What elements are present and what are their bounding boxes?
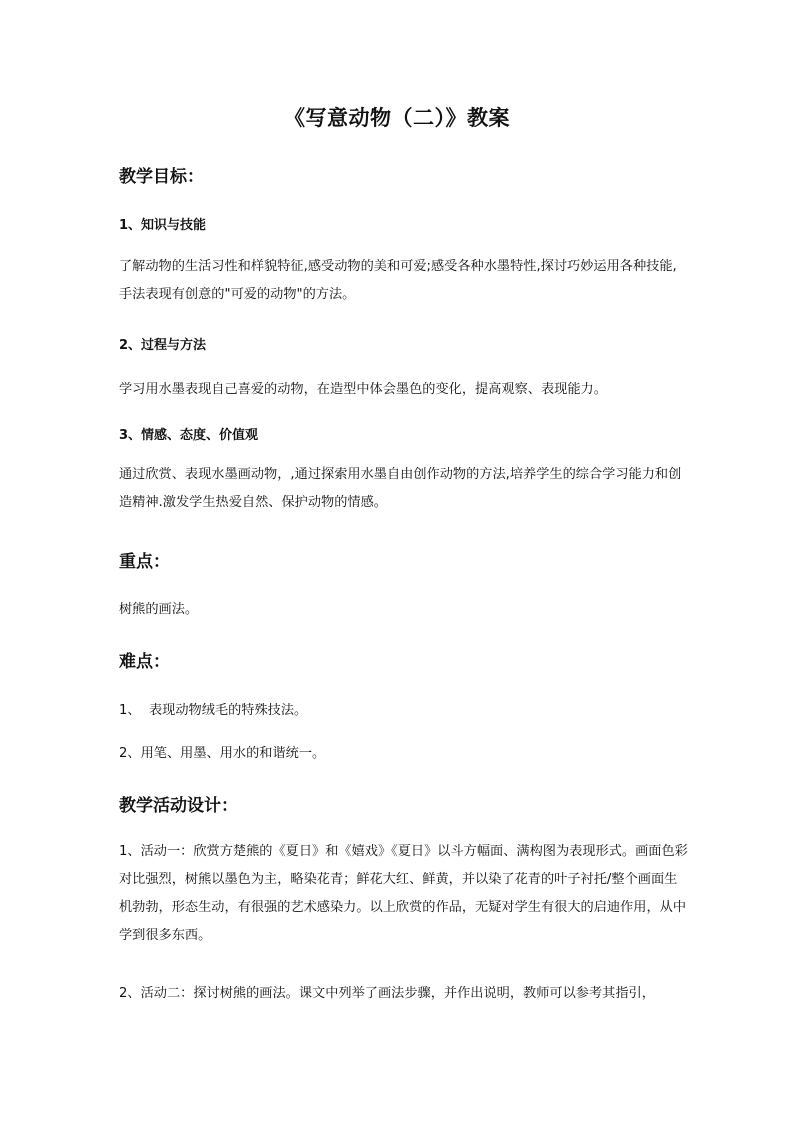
process-method-text: 学习用水墨表现自己喜爱的动物，在造型中体会墨色的变化，提高观察、表现能力。 — [119, 382, 607, 397]
process-method-heading: 2、过程与方法 — [119, 338, 207, 353]
objectives-heading: 教学目标： — [119, 167, 204, 187]
emotion-values-heading: 3、情感、态度、价值观 — [119, 428, 259, 443]
activities-heading: 教学活动设计： — [119, 796, 238, 816]
knowledge-skills-text: 了解动物的生活习性和样貌特征,感受动物的美和可爱;感受各种水墨特性,探讨巧妙运用各种技能,手法表现有创意的"可爱的动物"的方法。 — [119, 259, 677, 302]
key-point-text: 树熊的画法。 — [119, 602, 199, 617]
activity-1-text: 1、活动一：欣赏方楚熊的《夏日》和《嬉戏》《夏日》以斗方幅面、满构图为表现形式。画面色彩对比强烈，树熊以墨色为主，略染花青；鲜花大红、鲜黄，并以染了花青的叶子衬托/整个画面生机勃勃，形态生动，有很强的艺术感染力。以上欣赏的作品，无疑对学生有很大的启迪作用，从中学到很多东西。 — [119, 844, 688, 943]
knowledge-skills-heading: 1、知识与技能 — [119, 218, 207, 233]
document-title: 《写意动物（二）》教案 — [284, 105, 510, 130]
difficulty-heading: 难点： — [119, 652, 170, 672]
emotion-values-text: 通过欣赏、表现水墨画动物，,通过探索用水墨自由创作动物的方法,培养学生的综合学习能力和创造精神.激发学生热爱自然、保护动物的情感。 — [119, 467, 682, 510]
difficulty-item-2: 2、用笔、用墨、用水的和谐统一。 — [119, 746, 326, 761]
activity-2-text: 2、活动二：探讨树熊的画法。课文中列举了画法步骤，并作出说明，教师可以参考其指引， — [119, 986, 655, 1001]
key-point-heading: 重点： — [119, 552, 170, 572]
difficulty-item-1: 1、 表现动物绒毛的特殊技法。 — [119, 703, 308, 718]
